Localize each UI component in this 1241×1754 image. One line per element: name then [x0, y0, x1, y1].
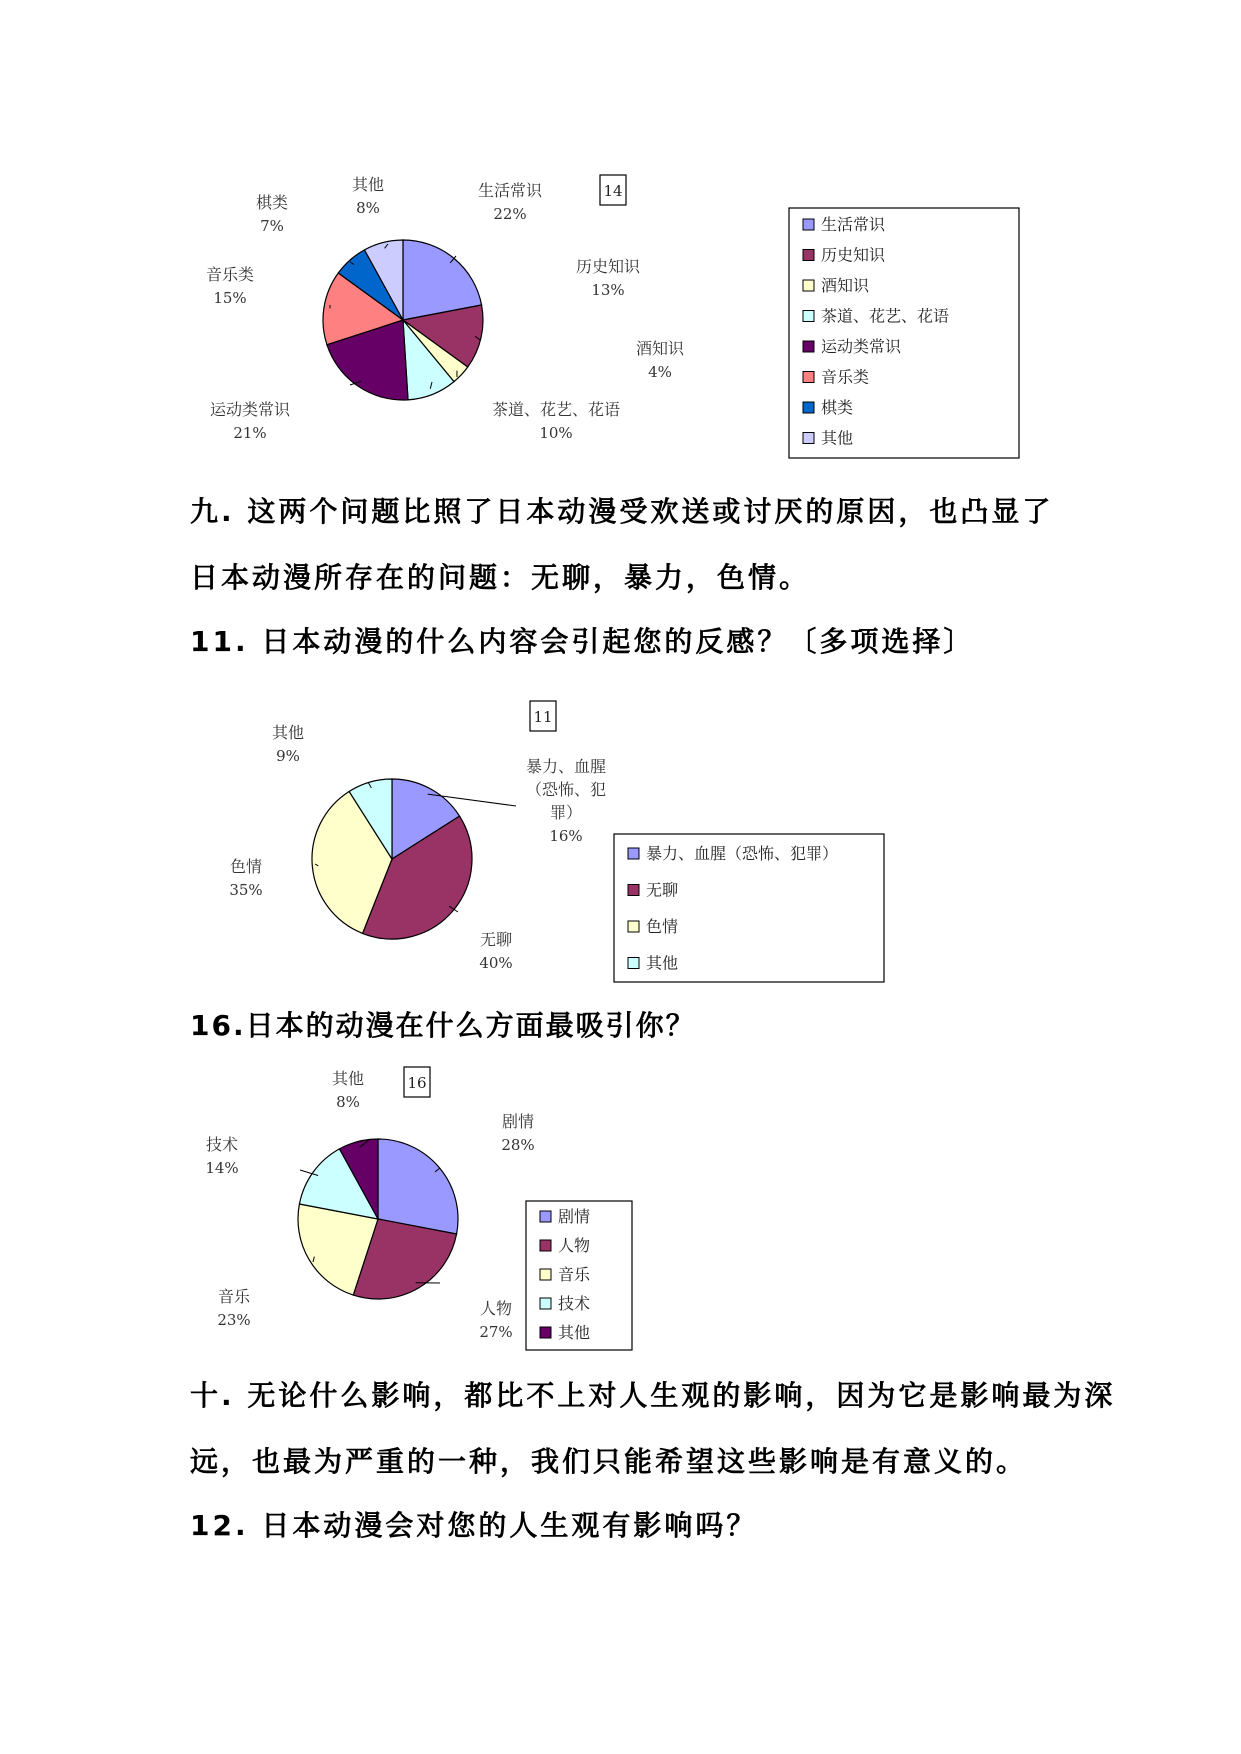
- legend-entry-3: 音乐: [558, 1265, 591, 1284]
- legend: [526, 1201, 632, 1350]
- pie-chart-14: [206, 175, 1019, 458]
- legend-entry-5: 其他: [558, 1323, 591, 1342]
- slice-label-text: 暴力、血腥: [525, 757, 607, 776]
- question-16: 16.日本的动漫在什么方面最吸引你？: [190, 1009, 696, 1042]
- slice-label-2: [475, 257, 641, 340]
- slice-percent-label: 10%: [539, 424, 573, 442]
- slice-percent-label: 40%: [479, 954, 513, 972]
- legend-swatch: [803, 433, 814, 444]
- slice-percent-label: 13%: [591, 281, 625, 299]
- slice-percent-label: 9%: [276, 747, 300, 765]
- paragraph-ten-line2: 远，也最为严重的一种，我们只能希望这些影响是有意义的。: [190, 1445, 1028, 1478]
- legend-entry-8: 其他: [821, 428, 854, 448]
- legend-entry-4: 茶道、花艺、花语: [821, 306, 950, 326]
- legend-swatch: [803, 219, 814, 230]
- paragraph-nine-line1: 九. 这两个问题比照了日本动漫受欢送或讨厌的原因，也凸显了: [190, 495, 1054, 528]
- legend-swatch: [540, 1327, 551, 1338]
- legend-swatch: [803, 311, 814, 322]
- slice-percent-label: 16%: [549, 827, 583, 845]
- slice-percent-label: 15%: [213, 289, 247, 307]
- legend-entry-2: 人物: [558, 1236, 591, 1255]
- slice-label-text: 茶道、花艺、花语: [491, 400, 621, 419]
- legend-entry-1: 暴力、血腥（恐怖、犯罪）: [646, 844, 839, 863]
- slice-label-text: 其他: [351, 175, 385, 194]
- slice-label-4: [272, 723, 371, 788]
- legend-swatch: [540, 1240, 551, 1251]
- slice-label-2: [416, 1283, 513, 1341]
- slice-label-text: （恐怖、犯: [525, 780, 607, 799]
- legend-entry-6: 音乐类: [821, 367, 870, 387]
- slice-label-text: 音乐类: [205, 265, 255, 284]
- legend-swatch: [628, 921, 639, 932]
- slice-label-2: [449, 906, 513, 972]
- figure-tag-text: 11: [533, 708, 553, 726]
- legend-entry-1: 剧情: [558, 1207, 591, 1226]
- legend: [614, 834, 884, 982]
- slice-label-text: 色情: [229, 857, 263, 876]
- slice-label-text: 生活常识: [477, 181, 543, 200]
- legend-swatch: [540, 1211, 551, 1222]
- slice-label-text: 酒知识: [635, 339, 685, 358]
- slice-label-5: [332, 1069, 370, 1147]
- slice-label-text: 无聊: [479, 930, 513, 949]
- slice-label-text: 历史知识: [575, 257, 641, 276]
- legend-entry-4: 技术: [558, 1294, 591, 1313]
- legend-swatch: [803, 250, 814, 261]
- pie-slice-1: [378, 1139, 458, 1234]
- slice-label-5: [210, 381, 361, 442]
- slice-percent-label: 7%: [260, 217, 284, 235]
- slice-percent-label: 35%: [229, 881, 263, 899]
- slice-label-text: 音乐: [217, 1287, 251, 1306]
- slice-label-6: [206, 265, 330, 308]
- slice-percent-label: 21%: [233, 424, 267, 442]
- slice-label-4: [430, 382, 620, 442]
- legend-entry-3: 色情: [646, 917, 679, 936]
- slice-label-1: [435, 1112, 535, 1172]
- figure-tag-text: 14: [603, 182, 623, 200]
- question-12: 12. 日本动漫会对您的人生观有影响吗？: [190, 1509, 758, 1542]
- slice-label-7: [256, 193, 354, 264]
- legend-swatch: [628, 848, 639, 859]
- paragraph-nine-line2: 日本动漫所存在的问题：无聊，暴力，色情。: [190, 561, 811, 594]
- slice-percent-label: 14%: [205, 1159, 239, 1177]
- slice-label-text: 剧情: [501, 1112, 535, 1131]
- slice-percent-label: 4%: [648, 363, 672, 381]
- slice-label-text: 运动类常识: [209, 400, 291, 419]
- figure-tag-11: [530, 701, 556, 731]
- legend-swatch: [628, 885, 639, 896]
- pie-chart-16: [205, 1067, 632, 1350]
- legend-entry-2: 无聊: [646, 880, 679, 900]
- slice-label-text: 技术: [205, 1135, 239, 1154]
- legend-entry-4: 其他: [646, 953, 679, 973]
- slice-percent-label: 8%: [356, 199, 380, 217]
- slice-label-3: [457, 339, 685, 381]
- legend-swatch: [540, 1269, 551, 1280]
- legend-swatch: [628, 958, 639, 969]
- question-11: 11. 日本动漫的什么内容会引起您的反感？〔多项选择〕: [190, 625, 975, 658]
- legend-entry-1: 生活常识: [821, 215, 886, 234]
- legend-entry-3: 酒知识: [821, 276, 870, 295]
- slice-label-3: [217, 1257, 314, 1329]
- slice-percent-label: 23%: [217, 1311, 251, 1329]
- pie-chart-11: [229, 701, 884, 982]
- figure-tag-16: [404, 1067, 430, 1097]
- legend-entry-2: 历史知识: [821, 245, 886, 265]
- figure-tag-text: 16: [407, 1074, 427, 1092]
- paragraph-ten-line1: 十. 无论什么影响，都比不上对人生观的影响，因为它是影响最为深: [190, 1379, 1116, 1412]
- slice-label-1: [450, 181, 543, 263]
- slice-label-3: [229, 857, 318, 899]
- slice-label-4: [205, 1135, 318, 1177]
- legend-swatch: [803, 280, 814, 291]
- slice-percent-label: 28%: [501, 1136, 535, 1154]
- figure-tag-14: [600, 175, 626, 205]
- legend: [789, 208, 1019, 458]
- legend-swatch: [540, 1298, 551, 1309]
- legend-entry-7: 棋类: [821, 398, 854, 417]
- slice-percent-label: 27%: [479, 1323, 513, 1341]
- slice-label-text: 棋类: [255, 193, 289, 212]
- legend-swatch: [803, 402, 814, 413]
- slice-label-text: 其他: [271, 723, 305, 742]
- slice-percent-label: 8%: [336, 1093, 360, 1111]
- slice-label-text: 人物: [479, 1299, 513, 1318]
- slice-label-text: 罪）: [549, 803, 583, 822]
- slice-percent-label: 22%: [493, 205, 527, 223]
- slice-label-text: 其他: [331, 1069, 365, 1088]
- slice-label-8: [352, 175, 388, 248]
- legend-swatch: [803, 341, 814, 352]
- legend-swatch: [803, 372, 814, 383]
- legend-entry-5: 运动类常识: [821, 337, 902, 356]
